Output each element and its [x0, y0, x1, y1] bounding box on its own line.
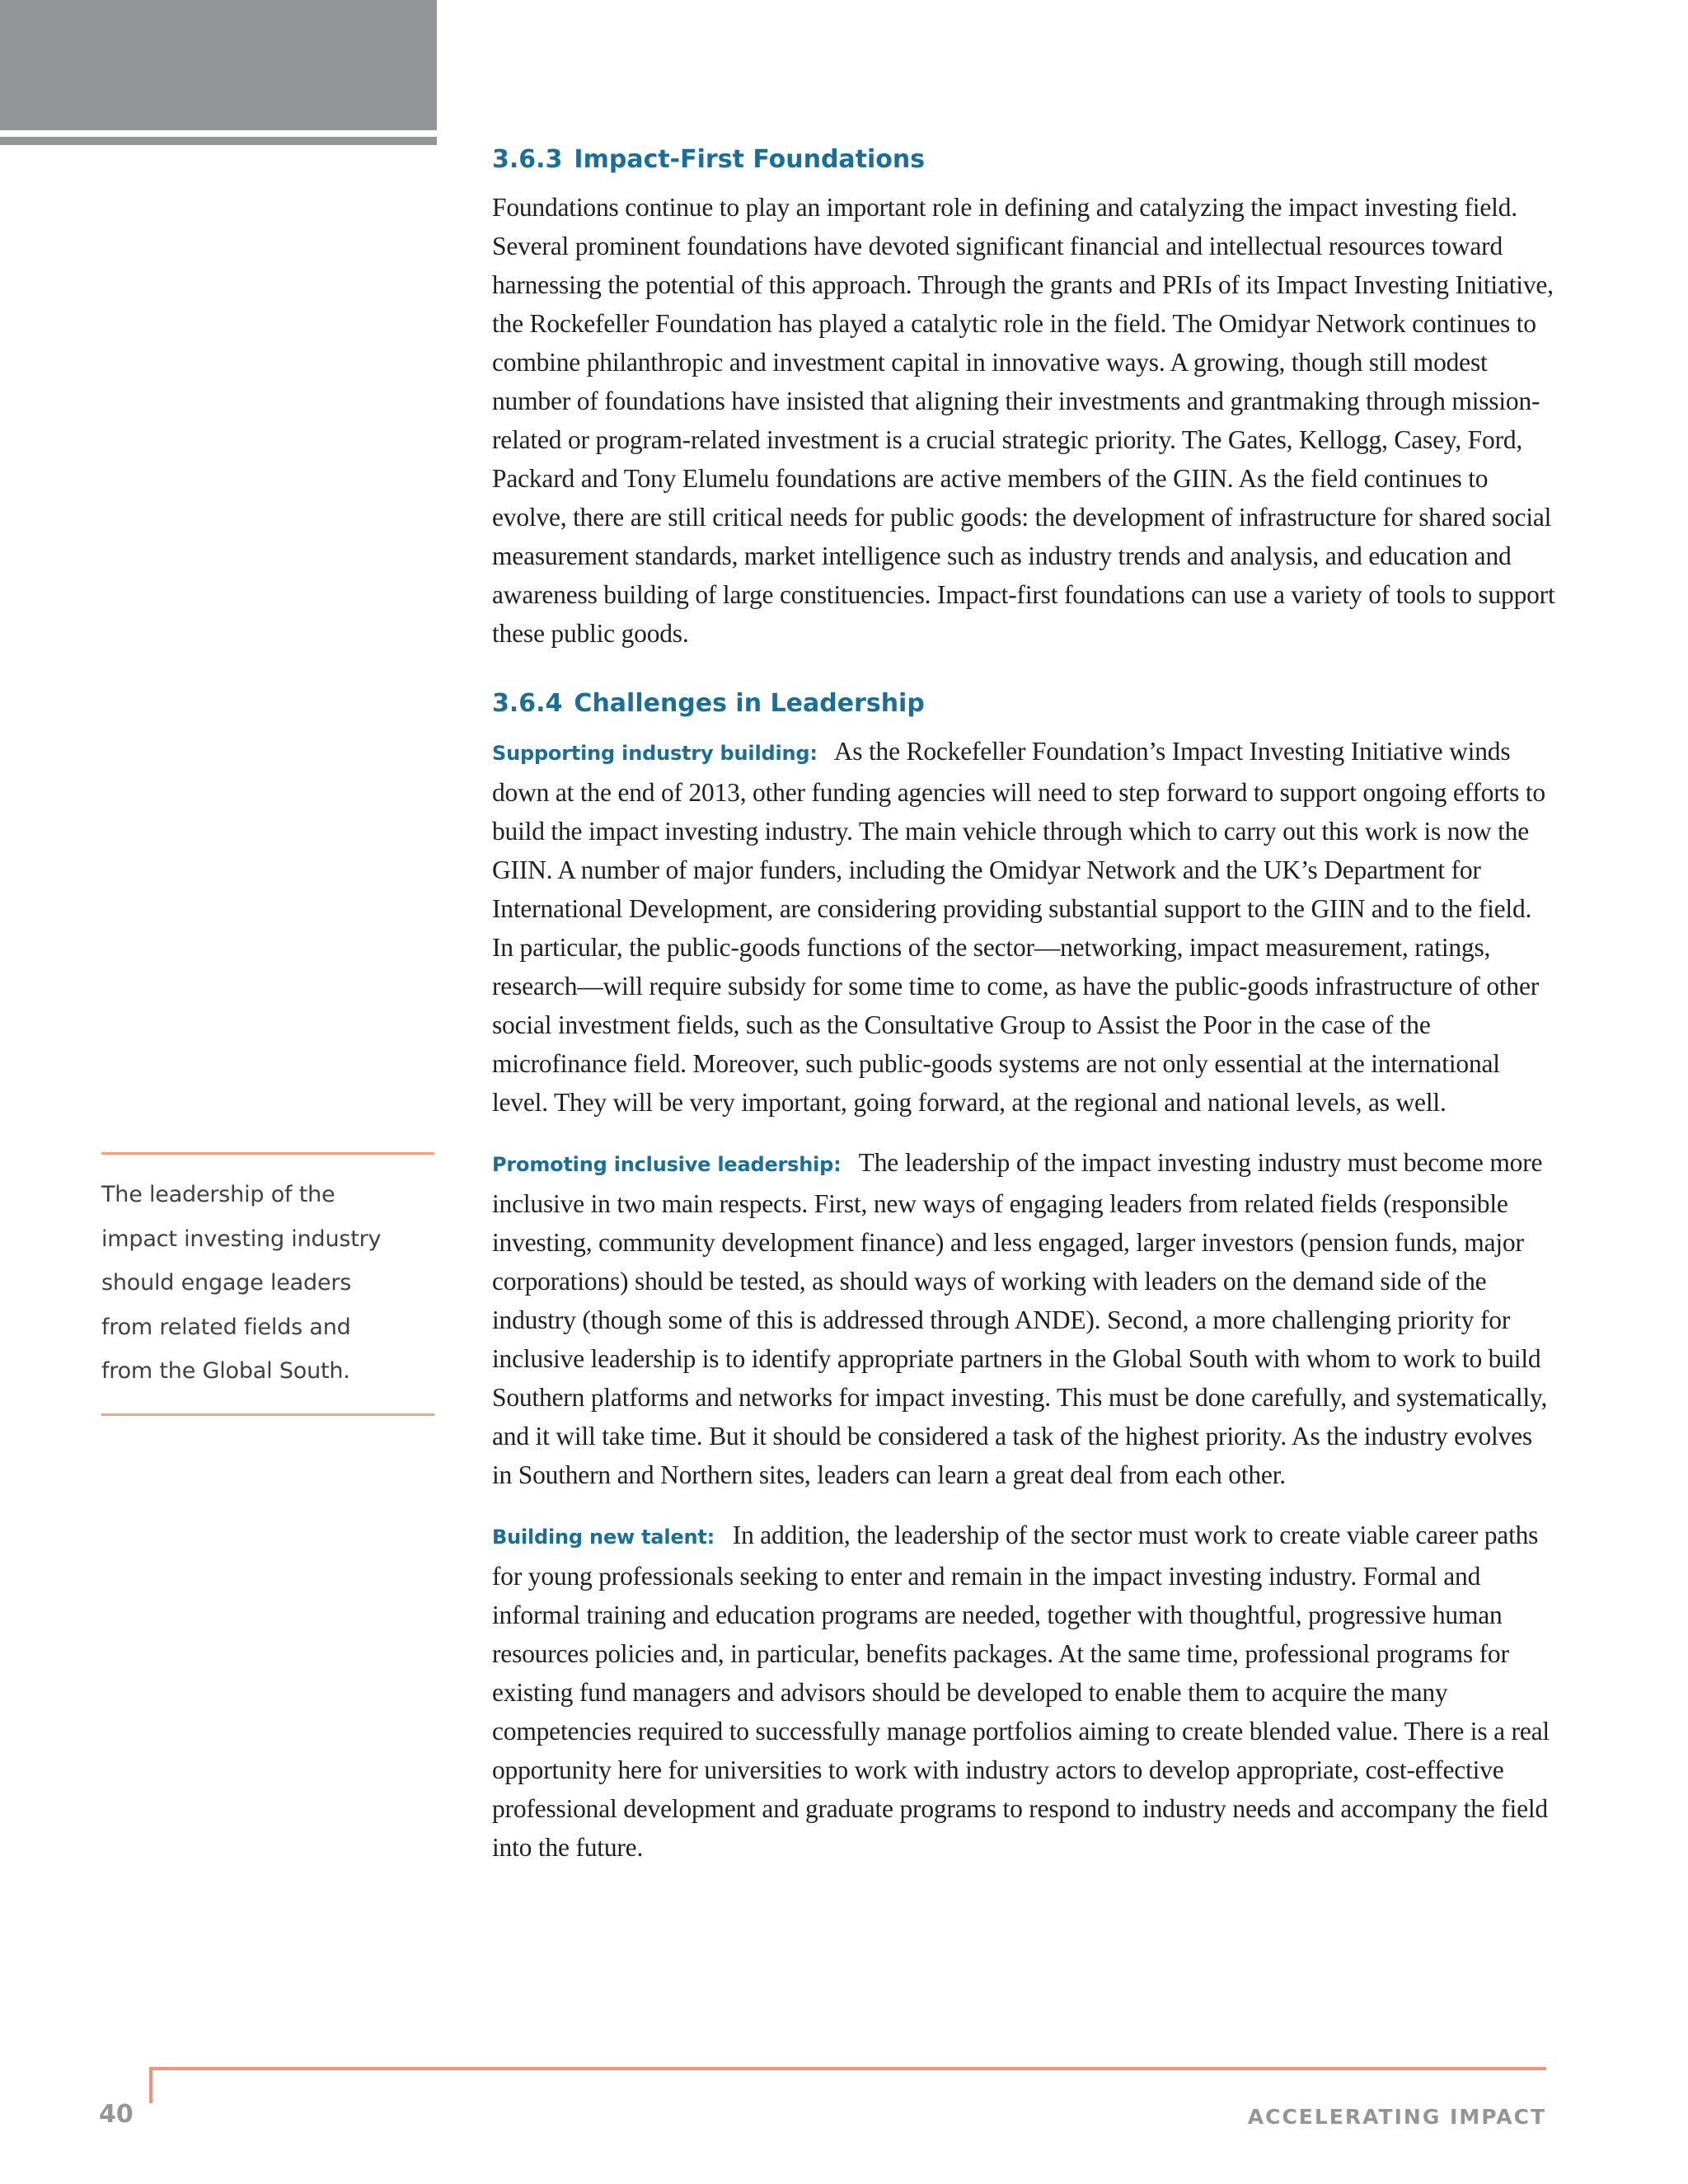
corner-gray-rule — [0, 137, 437, 145]
section-title: Challenges in Leadership — [574, 689, 925, 718]
section-number: 3.6.3 — [492, 145, 563, 174]
main-column — [492, 142, 1555, 1867]
page-number: 40 — [99, 2100, 134, 2129]
section-heading-3-6-4 — [492, 686, 1555, 722]
pull-quote — [101, 1152, 434, 1416]
running-title: ACCELERATING IMPACT — [1247, 2105, 1546, 2129]
footer-rule-tick — [149, 2067, 152, 2103]
corner-gray-block — [0, 0, 437, 130]
paragraph-supporting-industry-building: Supporting industry building: As the Rockefeller Foundation’s Impact Investing Initiative winds down at the end of 2013, other funding agencies will need to step forward to support ongoing efforts to build the impact investing industry. The main vehicle through which to carry out this work is now the GIIN. A number of major funders, including the Omidyar Network and the UK’s Department for International Development, are considering providing substantial support to the GIIN and to the field. In particular, the public-goods functions of the sector—networking, impact measurement, ratings, research—will require subsidy for some time to come, as have the public-goods infrastructure of other social investment fields, such as the Consultative Group to Assist the Poor in the case of the microfinance field. Moreover, such public-goods systems are not only essential at the international level. They will be very important, going forward, at the regional and national levels, as well. — [492, 737, 1545, 1117]
paragraph-promoting-inclusive-leadership: Promoting inclusive leadership: The leadership of the impact investing industry must become more inclusive in two main respects. First, new ways of engaging leaders from related fields (responsible investing, community development finance) and less engaged, larger investors (pension funds, major corporations) should be tested, as should ways of working with leaders on the demand side of the industry (though some of this is addressed through ANDE). Second, a more challenging priority for inclusive leadership is to identify appropriate partners in the Global South with whom to work to build Southern platforms and networks for impact investing. This must be done carefully, and systematically, and it will take time. But it should be considered a task of the highest priority. As the industry evolves in Southern and Northern sites, leaders can learn a great deal from each other. — [492, 1148, 1548, 1489]
paragraph-impact-first-foundations: Foundations continue to play an important role in defining and catalyzing the impact investing field. Several prominent foundations have devoted significant financial and intellectual resources toward harnessing the potential of this approach. Through the grants and PRIs of its Impact Investing Initiative, the Rockefeller Foundation has played a catalytic role in the field. The Omidyar Network continues to combine philanthropic and investment capital in innovative ways. A growing, though still modest number of foundations have insisted that aligning their investments and grantmaking through mission-related or program-related investment is a crucial strategic priority. The Gates, Kellogg, Casey, Ford, Packard and Tony Elumelu foundations are active members of the GIIN. As the field continues to evolve, there are still critical needs for public goods: the development of infrastructure for shared social measurement standards, market intelligence such as industry trends and analysis, and education and awareness building of large constituencies. Impact-first foundations can use a variety of tools to support these public goods. — [492, 193, 1555, 648]
section-number: 3.6.4 — [492, 689, 563, 718]
paragraph-building-new-talent: Building new talent: In addition, the leadership of the sector must work to create viable career paths for young professionals seeking to enter and remain in the impact investing industry. Formal and informal training and education programs are needed, together with thoughtful, progressive human resources policies and, in particular, benefits packages. At the same time, professional programs for existing fund managers and advisors should be developed to enable them to acquire the many competencies required to successfully manage portfolios aiming to create blended value. There is a real opportunity here for universities to work with industry actors to develop appropriate, cost-effective professional development and graduate programs to respond to industry needs and accompany the field into the future. — [492, 1521, 1550, 1862]
lead-in-label: Building new talent: — [492, 1526, 715, 1549]
lead-in-label: Supporting industry building: — [492, 742, 818, 765]
footer-rule — [149, 2067, 1546, 2070]
pull-quote-text: The leadership of the impact investing industry should engage leaders from related fields and from the Global South. — [101, 1182, 382, 1384]
section-heading-3-6-3 — [492, 142, 1555, 178]
lead-in-label: Promoting inclusive leadership: — [492, 1153, 842, 1176]
section-title: Impact-First Foundations — [574, 145, 926, 174]
